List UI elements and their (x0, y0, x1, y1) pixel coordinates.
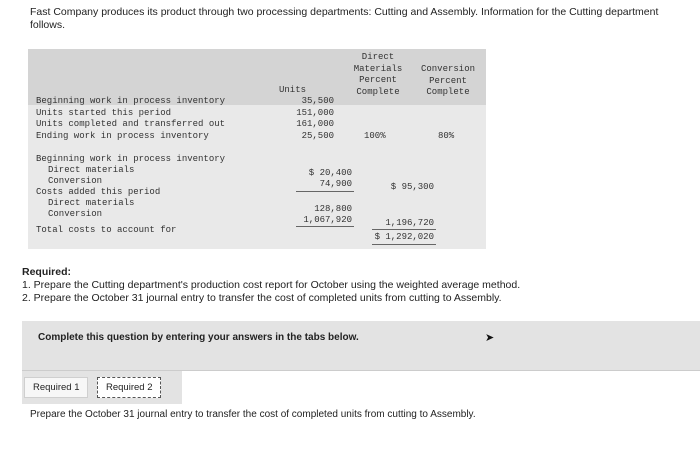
bwip-cost-label: Beginning work in process inventory (36, 154, 226, 164)
tab-required-1[interactable]: Required 1 (24, 377, 88, 398)
table-row-label: Ending work in process inventory (36, 130, 209, 141)
header-line: Conversion (420, 64, 475, 74)
table-row-label: Beginning work in process inventory (36, 96, 226, 106)
dm-percent-header (350, 52, 406, 98)
double-underline (372, 244, 436, 245)
required-item-2: 2. Prepare the October 31 journal entry to transfer the cost of completed units from cutting to Assembly. (22, 292, 502, 304)
unit-values (264, 96, 334, 142)
tab-required-2[interactable]: Required 2 (97, 377, 161, 398)
header-line: Percent (359, 75, 397, 85)
total-costs-label: Total costs to account for (36, 225, 177, 235)
units-value: 35,500 (301, 96, 334, 106)
units-header: Units (279, 85, 307, 95)
unit-row-labels (36, 96, 225, 142)
total-costs-value: $ 1,292,020 (374, 232, 434, 242)
tab-instruction: Prepare the October 31 journal entry to transfer the cost of completed units from cutting to Assembly. (30, 409, 476, 420)
table-row-label: Units started this period (36, 107, 172, 118)
problem-intro: Fast Company produces its product through two processing departments: Cutting and Assembly. Information for the Cutting department follows. (30, 6, 659, 31)
required-section (22, 266, 692, 305)
bwip-conversion-label: Conversion (48, 176, 103, 186)
header-line: Direct (361, 52, 395, 62)
table-row-label: Units completed and transferred out (36, 119, 226, 129)
header-line: Materials (353, 63, 403, 74)
required-item-1: 1. Prepare the Cutting department's production cost report for October using the weighted average method. (22, 279, 521, 291)
costs-added-label: Costs added this period (36, 187, 161, 197)
mouse-cursor-icon: ➤ (485, 332, 495, 344)
units-value: 161,000 (296, 119, 334, 129)
header-line: Complete (426, 87, 470, 97)
divider (296, 191, 354, 192)
bwip-dm-value: $ 20,400 (308, 168, 352, 178)
bwip-total-value: $ 95,300 (390, 182, 434, 192)
conversion-percent-header (414, 64, 482, 99)
tab-bar (22, 370, 700, 404)
tab-bar-fill (182, 371, 700, 404)
divider (372, 229, 436, 230)
bwip-dm-label: Direct materials (48, 165, 135, 175)
ending-conversion-percent: 80% (438, 131, 455, 141)
added-total-value: 1,196,720 (385, 218, 434, 228)
instructions-banner (22, 321, 700, 377)
ending-dm-percent: 100% (364, 131, 386, 141)
added-conversion-value: 1,067,920 (303, 215, 352, 225)
bwip-conversion-value: 74,900 (319, 179, 352, 189)
data-table (28, 49, 486, 249)
added-dm-value: 128,800 (314, 204, 352, 214)
divider (296, 226, 354, 227)
banner-text: Complete this question by entering your answers in the tabs below. (38, 332, 359, 343)
units-value: 151,000 (296, 107, 334, 118)
added-conversion-label: Conversion (48, 209, 103, 219)
header-line: Percent (429, 75, 467, 86)
units-value: 25,500 (301, 130, 334, 141)
header-line: Complete (356, 86, 400, 97)
added-dm-label: Direct materials (48, 198, 135, 208)
required-heading: Required: (22, 266, 72, 278)
